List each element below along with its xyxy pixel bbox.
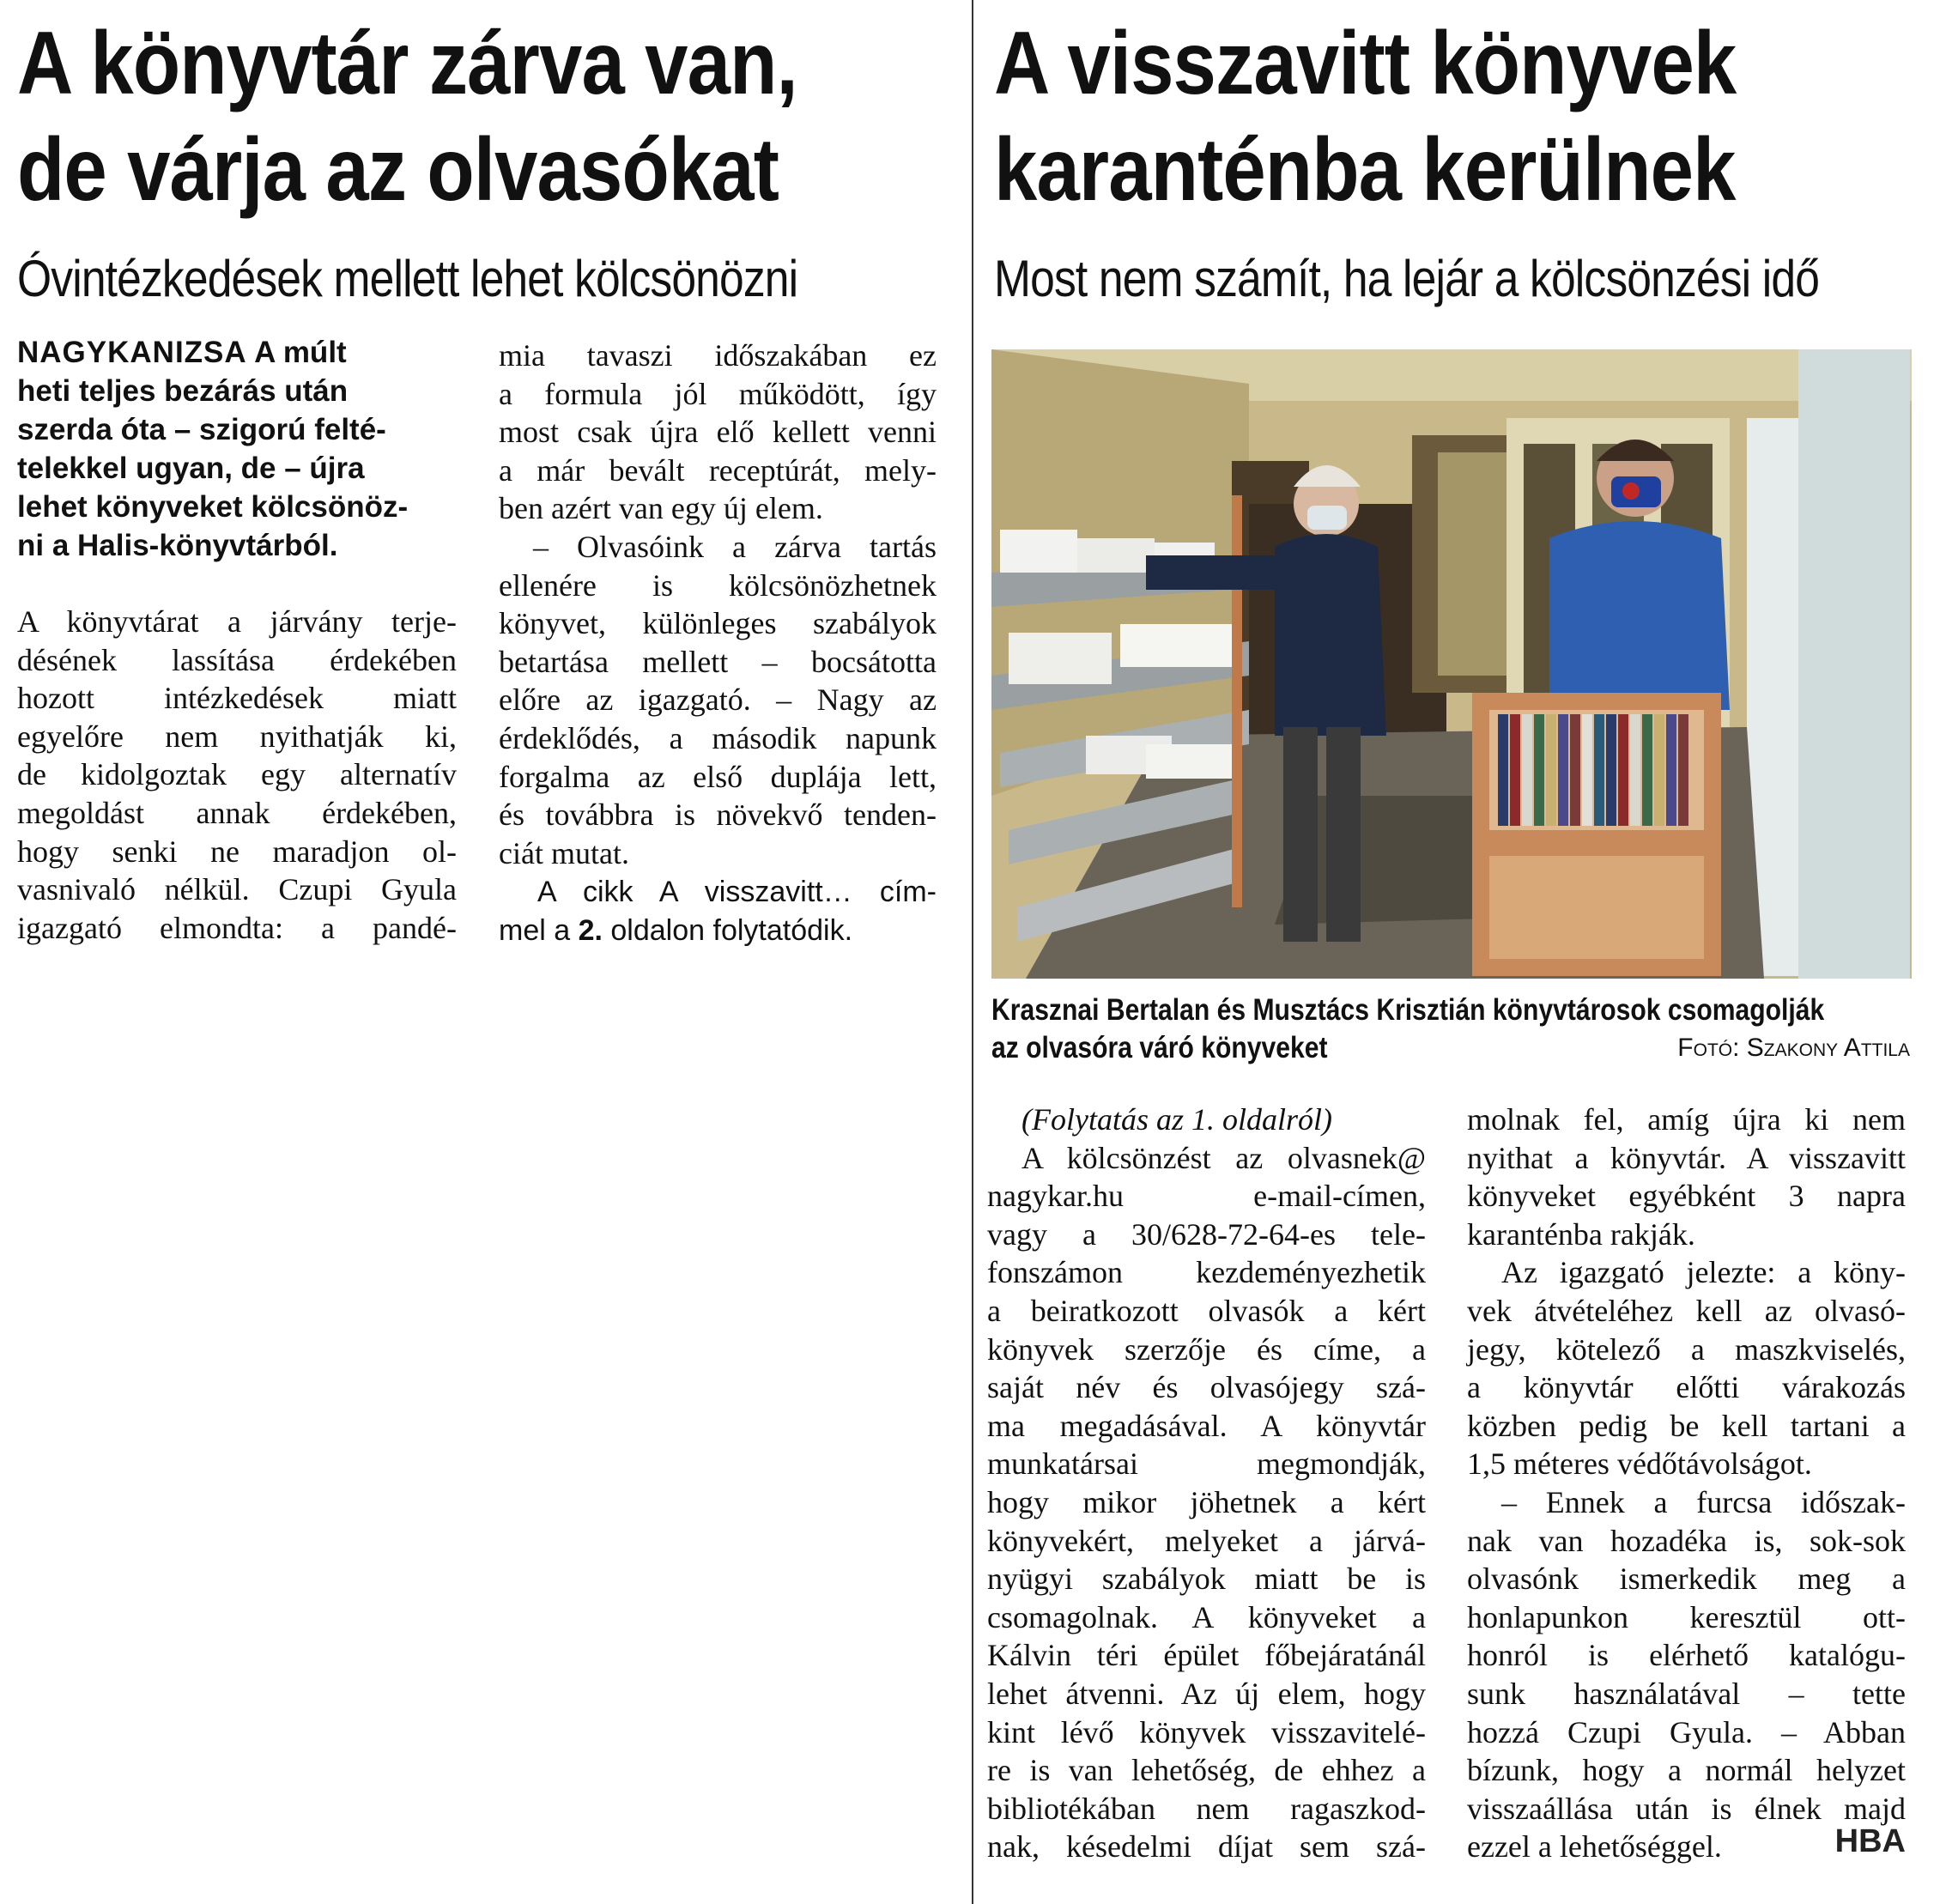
lead-line: ni a Halis-könyvtárból. (17, 529, 338, 562)
library-photo (991, 349, 1912, 979)
text-line: mia tavaszi időszakában ez (499, 338, 937, 373)
lead-line: szerda óta – szigorú felté- (17, 413, 386, 446)
text-line: nyithat a könyvtár. A visszavitt (1467, 1140, 1906, 1175)
text-line: honról is elérhető katalógu- (1467, 1638, 1906, 1673)
text-line: nyügyi szabályok miatt be is (987, 1561, 1426, 1597)
text-line: nak van hozadéka is, sok-sok (1467, 1523, 1906, 1558)
text-line: – Olvasóink a zárva tartás (533, 530, 937, 564)
text-line: betartása mellett – bocsátotta (499, 644, 937, 679)
text-line: fonszámon kezdeményezhetik (987, 1255, 1426, 1290)
text-line: könyvet, különleges szabályok (499, 606, 937, 641)
book-spine (1570, 714, 1580, 826)
text-line: most csak újra elő kellett venni (499, 415, 937, 450)
lead-line: lehet könyveket kölcsönöz- (17, 490, 409, 524)
headline-line: de várja az olvasókat (17, 120, 779, 220)
text-line: hozott intézkedések miatt (17, 681, 457, 716)
text-line: megoldást annak érdekében, (17, 796, 457, 830)
text-line: könyveket egyébként 3 napra (1467, 1179, 1906, 1214)
text-line: A könyvtárat a járvány terje- (17, 604, 457, 639)
text-line: csomagolnak. A könyveket a (987, 1599, 1426, 1634)
text-line: jegy, kötelező a maszkviselés, (1467, 1331, 1906, 1367)
book-spine (1594, 714, 1604, 826)
lead-line: heti teljes bezárás után (17, 374, 349, 408)
text-line: a könyvtár előtti várakozás (1467, 1370, 1906, 1405)
text-line: nagykar.hu e-mail-címen, (987, 1179, 1426, 1214)
text-line: érdeklődés, a második napunk (499, 721, 937, 755)
text-line: karanténba rakják. (1467, 1216, 1695, 1252)
text-line: a beiratkozott olvasók a kért (987, 1294, 1426, 1328)
book-spine (1534, 714, 1544, 826)
photo-credit: Fotó: Szakony Attila (1677, 1034, 1910, 1062)
continuation-text: mel a (499, 914, 579, 947)
book-spine (1666, 714, 1676, 826)
column-divider (972, 0, 973, 1904)
text-line: bízunk, hogy a normál helyzet (1467, 1753, 1906, 1788)
text-line: bibliotékában nem ragaszkod- (987, 1791, 1426, 1826)
text-line: 1,5 méteres védőtávolságot. (1467, 1446, 1812, 1482)
headline-line: A könyvtár zárva van, (17, 14, 797, 113)
continuation-note (499, 873, 937, 950)
text-line: vagy a 30/628-72-64-es tele- (987, 1216, 1426, 1252)
caption-line: az olvasóra váró könyveket (991, 1031, 1328, 1064)
text-line: ciát mutat. (499, 835, 629, 870)
caption-line: Krasznai Bertalan és Musztács Krisztián könyvtárosok csomagolják (991, 993, 1825, 1027)
book-spine (1558, 714, 1568, 826)
text-line: de kidolgoztak egy alternatív (17, 757, 457, 792)
book-spine (1510, 714, 1520, 826)
text-line: molnak fel, amíg újra ki nem (1467, 1102, 1906, 1137)
text-line: nak, késedelmi díjat sem szá- (987, 1829, 1426, 1865)
continuation-text: oldalon folytatódik. (602, 914, 853, 947)
text-line: munkatársai megmondják, (987, 1446, 1426, 1482)
text-line: saját név és olvasójegy szá- (987, 1370, 1426, 1405)
text-line: hogy mikor jöhetnek a kért (987, 1485, 1426, 1519)
book-spine (1522, 714, 1532, 826)
text-line: – Ennek a furcsa időszak- (1501, 1485, 1906, 1519)
text-line: désének lassítása érdekében (17, 642, 457, 677)
lead-paragraph (17, 333, 464, 565)
text-line: honlapunkon keresztül ott- (1467, 1599, 1906, 1634)
author-signature: HBA (1834, 1823, 1906, 1859)
text-line: kint lévő könyvek visszavitelé- (987, 1714, 1426, 1749)
text-line: lehet átvenni. Az új elem, hogy (987, 1677, 1426, 1711)
text-line: ben azért van egy új elem. (499, 491, 823, 526)
headline-line: karanténba kerülnek (994, 120, 1736, 220)
text-line: (Folytatás az 1. oldalról) (1021, 1102, 1332, 1137)
text-line: sunk használatával – tette (1467, 1677, 1906, 1711)
right-headline (994, 10, 1736, 223)
lead-line: telekkel ugyan, de – újra (17, 452, 365, 485)
continuation-line: A cikk A visszavitt… cím- (537, 876, 937, 908)
book-spine (1642, 714, 1652, 826)
left-subhead: Óvintézkedések mellett lehet kölcsönözni (17, 250, 798, 307)
text-line: hogy senki ne maradjon ol- (17, 834, 457, 869)
text-line: forgalma az első duplája lett, (499, 759, 937, 794)
book-spine (1654, 714, 1664, 826)
left-headline (17, 10, 797, 223)
page-reference: 2. (578, 914, 603, 947)
text-line: ellenére is kölcsönözhetnek (499, 567, 937, 603)
text-line: Kálvin téri épület főbejáratánál (987, 1638, 1426, 1673)
text-line: ma megadásával. A könyvtár (987, 1408, 1426, 1443)
headline-line: A visszavitt könyvek (994, 14, 1737, 113)
text-line: a már bevált receptúrát, mely- (499, 452, 937, 488)
book-spine (1606, 714, 1616, 826)
text-line: könyvek szerzője és címe, a (987, 1331, 1426, 1367)
right-subhead: Most nem számít, ha lejár a kölcsönzési idő (994, 250, 1820, 307)
book-spine (1582, 714, 1592, 826)
text-line: hozzá Czupi Gyula. – Abban (1467, 1714, 1906, 1749)
text-line: igazgató elmondta: a pandé- (17, 910, 457, 945)
dateline: NAGYKANIZSA (17, 336, 247, 369)
text-line: vasnivaló nélkül. Czupi Gyula (17, 872, 457, 907)
text-line: A kölcsönzést az olvasnek@ (1021, 1140, 1426, 1175)
book-spine (1498, 714, 1508, 826)
text-line: visszaállása után is élnek majd (1467, 1791, 1906, 1826)
text-line: és továbbra is növekvő tenden- (499, 797, 937, 833)
text-line: közben pedig be kell tartani a (1467, 1408, 1906, 1443)
book-cart (1472, 693, 1721, 976)
book-spine (1546, 714, 1556, 826)
text-line: egyelőre nem nyithatják ki, (17, 719, 457, 754)
text-line: vek átvételéhez kell az olvasó- (1467, 1294, 1906, 1328)
book-spine (1678, 714, 1688, 826)
book-spine (1630, 714, 1640, 826)
text-line: a formula jól működött, így (499, 376, 937, 411)
text-line: olvasónk ismerkedik meg a (1467, 1561, 1906, 1597)
book-spine (1618, 714, 1628, 826)
text-line: ezzel a lehetőséggel. (1467, 1829, 1722, 1865)
text-line: könyvekért, melyeket a járvá- (987, 1523, 1426, 1558)
lead-line: A múlt (246, 336, 347, 369)
text-line: Az igazgató jelezte: a köny- (1501, 1255, 1906, 1290)
text-line: re is van lehetőség, de ehhez a (987, 1753, 1426, 1788)
text-line: előre az igazgató. – Nagy az (499, 682, 937, 718)
